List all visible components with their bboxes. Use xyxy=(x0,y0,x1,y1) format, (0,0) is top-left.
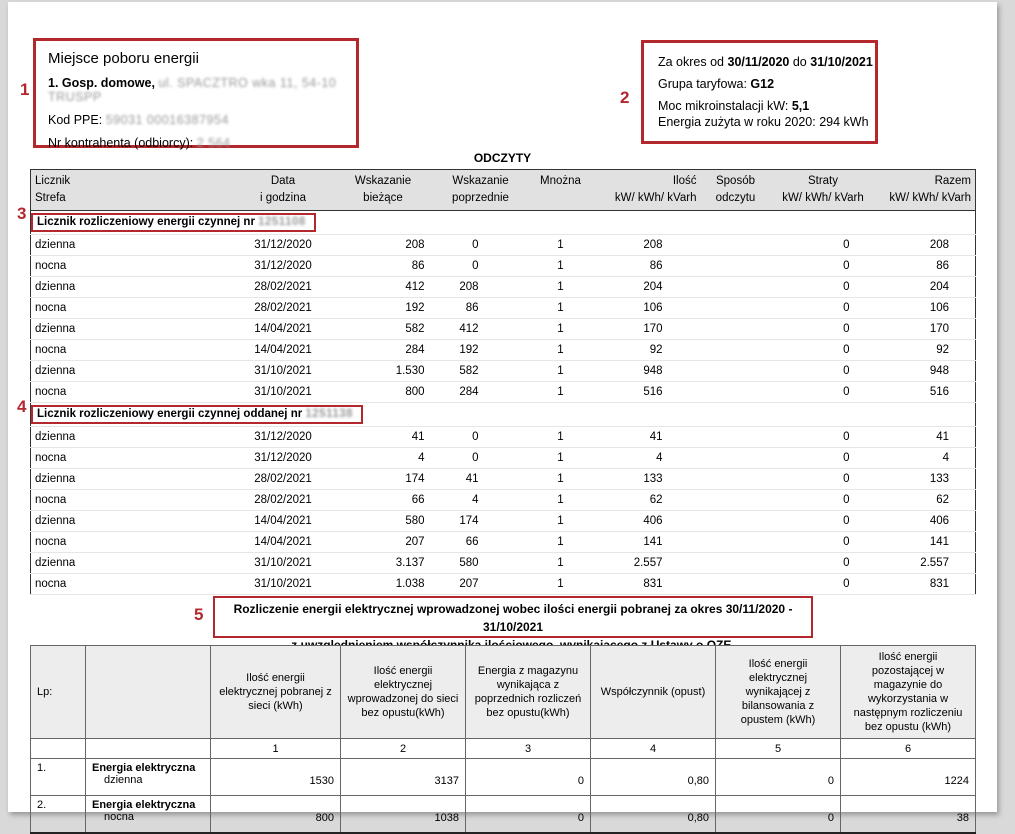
readings-header-cell xyxy=(336,170,431,211)
settlement-lp-cell: 2. xyxy=(31,796,86,833)
reading-cell: 31/10/2021 xyxy=(231,574,336,595)
settlement-number-cell: 3 xyxy=(466,739,591,759)
reading-cell xyxy=(701,490,771,511)
reading-cell: 41 xyxy=(876,427,976,448)
reading-cell: dzienna xyxy=(31,361,231,382)
meter-section-label-box xyxy=(31,213,316,232)
reading-cell: 28/02/2021 xyxy=(231,277,336,298)
settlement-lp-header: Lp: xyxy=(31,646,86,739)
bill-page xyxy=(8,2,997,824)
period-to: 31/10/2021 xyxy=(810,55,873,69)
reading-cell: 204 xyxy=(876,277,976,298)
reading-cell: 208 xyxy=(336,235,431,256)
reading-cell: 14/04/2021 xyxy=(231,532,336,553)
readings-title: ODCZYTY xyxy=(473,151,532,165)
reading-cell: 516 xyxy=(591,382,701,403)
reading-cell xyxy=(701,427,771,448)
readings-header-line1: Razem xyxy=(934,175,971,187)
settlement-number-cell xyxy=(86,739,211,759)
readings-table-head xyxy=(31,170,976,211)
settlement-lp-cell: 1. xyxy=(31,759,86,796)
reading-cell xyxy=(701,553,771,574)
reading-cell xyxy=(701,361,771,382)
settlement-number-cell: 6 xyxy=(841,739,976,759)
reading-cell: 0 xyxy=(771,340,876,361)
settlement-data-row xyxy=(31,759,976,796)
reading-cell: 1 xyxy=(531,256,591,277)
settlement-empty-header xyxy=(86,646,211,739)
settlement-name-cell xyxy=(86,759,211,796)
annotation-number-2: 2 xyxy=(620,88,630,107)
readings-header-line2: Strefa xyxy=(35,192,66,204)
readings-header-cell xyxy=(771,170,876,211)
reading-cell: 0 xyxy=(431,256,531,277)
reading-row xyxy=(31,319,976,340)
reading-cell: 4 xyxy=(876,448,976,469)
meter-section-label: Licznik rozliczeniowy energii czynnej oddanej nr xyxy=(37,408,306,420)
readings-header-cell xyxy=(701,170,771,211)
annotation-number-1: 1 xyxy=(20,80,30,99)
reading-cell: 0 xyxy=(431,448,531,469)
reading-cell: 1.038 xyxy=(336,574,431,595)
settlement-name-cell xyxy=(86,796,211,833)
readings-header-line1: Wskazanie xyxy=(354,175,412,187)
reading-cell: 1 xyxy=(531,427,591,448)
readings-header-line2 xyxy=(535,190,587,207)
tariff-label: Grupa taryfowa: xyxy=(658,77,747,91)
annotation-number-3: 3 xyxy=(17,204,27,223)
annotation-number-4: 4 xyxy=(17,397,27,416)
reading-cell: 174 xyxy=(431,511,531,532)
reading-cell: 0 xyxy=(431,427,531,448)
billing-tariff xyxy=(658,77,875,91)
settlement-title-box xyxy=(213,596,813,638)
billing-micro xyxy=(658,99,875,113)
reading-cell: 0 xyxy=(771,256,876,277)
reading-cell: 948 xyxy=(591,361,701,382)
reading-cell: 106 xyxy=(591,298,701,319)
reading-row xyxy=(31,574,976,595)
meter-section-row xyxy=(31,211,976,235)
reading-cell: 133 xyxy=(876,469,976,490)
readings-header-cell xyxy=(531,170,591,211)
reading-cell: 1 xyxy=(531,574,591,595)
reading-cell: 62 xyxy=(876,490,976,511)
readings-table-body xyxy=(31,211,976,595)
reading-cell: 0 xyxy=(771,382,876,403)
settlement-name: Energia elektryczna xyxy=(92,799,196,811)
reading-cell: 1 xyxy=(531,277,591,298)
reading-cell: 141 xyxy=(591,532,701,553)
readings-header-line2: bieżące xyxy=(363,192,403,204)
reading-cell: nocna xyxy=(31,490,231,511)
reading-cell: 1 xyxy=(531,235,591,256)
reading-cell: 31/12/2020 xyxy=(231,256,336,277)
reading-cell: 0 xyxy=(771,574,876,595)
supply-point-box xyxy=(33,38,359,148)
settlement-value-cell: 0,80 xyxy=(591,796,716,833)
reading-cell: 92 xyxy=(591,340,701,361)
reading-cell: 86 xyxy=(876,256,976,277)
reading-cell: 28/02/2021 xyxy=(231,298,336,319)
settlement-value-cell: 0 xyxy=(716,759,841,796)
reading-cell: 86 xyxy=(431,298,531,319)
reading-cell: nocna xyxy=(31,574,231,595)
reading-row xyxy=(31,382,976,403)
meter-section-row xyxy=(31,403,976,427)
reading-cell: 170 xyxy=(876,319,976,340)
reading-cell: dzienna xyxy=(31,319,231,340)
readings-header-line2: poprzednie xyxy=(452,192,509,204)
period-from: 30/11/2020 xyxy=(727,55,790,69)
readings-header-cell xyxy=(431,170,531,211)
reading-cell: 86 xyxy=(336,256,431,277)
settlement-number-cell: 4 xyxy=(591,739,716,759)
reading-cell: 1 xyxy=(531,319,591,340)
reading-cell: 2.557 xyxy=(591,553,701,574)
reading-cell: 208 xyxy=(431,277,531,298)
reading-cell: dzienna xyxy=(31,469,231,490)
period-prefix: Za okres od xyxy=(658,55,725,69)
reading-cell: 284 xyxy=(431,382,531,403)
settlement-value-cell: 3137 xyxy=(341,759,466,796)
readings-header-line1: Data xyxy=(270,175,296,187)
meter-section-cell xyxy=(31,403,976,427)
reading-cell: 284 xyxy=(336,340,431,361)
supply-point-household xyxy=(48,76,348,104)
reading-cell: 41 xyxy=(336,427,431,448)
reading-cell: 0 xyxy=(771,469,876,490)
reading-cell: 0 xyxy=(771,277,876,298)
reading-cell: 66 xyxy=(336,490,431,511)
reading-cell: 192 xyxy=(431,340,531,361)
readings-header-line1: Licznik xyxy=(35,175,71,187)
billing-energy-used: Energia zużyta w roku 2020: 294 kWh xyxy=(658,115,869,129)
reading-cell: 31/10/2021 xyxy=(231,382,336,403)
reading-row xyxy=(31,298,976,319)
reading-cell: 1 xyxy=(531,298,591,319)
settlement-col-header: Współczynnik (opust) xyxy=(591,646,716,739)
settlement-value-cell: 0 xyxy=(716,796,841,833)
readings-header-line1: Wskazanie xyxy=(452,175,509,187)
reading-cell: 1.530 xyxy=(336,361,431,382)
reading-cell: 174 xyxy=(336,469,431,490)
settlement-value-cell: 0 xyxy=(466,759,591,796)
reading-cell: 406 xyxy=(876,511,976,532)
reading-cell: 106 xyxy=(876,298,976,319)
micro-value: 5,1 xyxy=(791,99,810,113)
period-mid: do xyxy=(792,55,807,69)
settlement-col-header: Energia z magazynu wynikająca z poprzednich rozliczeń bez opustu(kWh) xyxy=(466,646,591,739)
reading-cell: 831 xyxy=(876,574,976,595)
settlement-col-header: Ilość energii pozostającej w magazynie do wykorzystania w następnym rozliczeniu bez opustu (kWh) xyxy=(841,646,976,739)
supply-point-title: Miejsce poboru energii xyxy=(48,50,199,67)
meter-number-redacted: 1251108 xyxy=(258,216,306,228)
reading-cell: 412 xyxy=(431,319,531,340)
settlement-value-cell: 0 xyxy=(466,796,591,833)
reading-cell: 1 xyxy=(531,511,591,532)
reading-cell: 0 xyxy=(431,235,531,256)
reading-row xyxy=(31,340,976,361)
reading-cell: 28/02/2021 xyxy=(231,490,336,511)
meter-section-label-box xyxy=(31,405,363,424)
settlement-number-cell: 5 xyxy=(716,739,841,759)
readings-table xyxy=(30,169,976,595)
settlement-value-cell: 1224 xyxy=(841,759,976,796)
micro-label: Moc mikroinstalacji kW: xyxy=(658,99,789,113)
reading-cell: 1 xyxy=(531,361,591,382)
reading-cell: 3.137 xyxy=(336,553,431,574)
settlement-number-cell: 2 xyxy=(341,739,466,759)
reading-cell: 41 xyxy=(591,427,701,448)
reading-cell: 207 xyxy=(431,574,531,595)
reading-cell: 831 xyxy=(591,574,701,595)
reading-cell: 0 xyxy=(771,490,876,511)
reading-cell: 170 xyxy=(591,319,701,340)
reading-cell: 0 xyxy=(771,235,876,256)
settlement-value-cell: 0,80 xyxy=(591,759,716,796)
reading-cell: 1 xyxy=(531,448,591,469)
reading-cell: 0 xyxy=(771,448,876,469)
settlement-name: Energia elektryczna xyxy=(92,762,196,774)
reading-cell: 1 xyxy=(531,469,591,490)
readings-header-cell xyxy=(231,170,336,211)
reading-cell: 4 xyxy=(591,448,701,469)
settlement-zone: nocna xyxy=(104,811,134,823)
reading-cell: 1 xyxy=(531,340,591,361)
reading-cell: 0 xyxy=(771,553,876,574)
settlement-value-cell: 38 xyxy=(841,796,976,833)
reading-cell: 141 xyxy=(876,532,976,553)
reading-cell: 1 xyxy=(531,382,591,403)
settlement-value-cell: 1530 xyxy=(211,759,341,796)
readings-header-line2: kW/ kWh/ kVarh xyxy=(889,192,971,204)
reading-row xyxy=(31,448,976,469)
reading-cell: 580 xyxy=(336,511,431,532)
readings-header-line1: Sposób xyxy=(715,175,755,187)
billing-info-box xyxy=(641,40,878,144)
reading-cell xyxy=(701,235,771,256)
reading-cell: 406 xyxy=(591,511,701,532)
reading-cell: nocna xyxy=(31,382,231,403)
reading-cell: 28/02/2021 xyxy=(231,469,336,490)
reading-cell: 2.557 xyxy=(876,553,976,574)
reading-cell: 208 xyxy=(591,235,701,256)
reading-cell: 92 xyxy=(876,340,976,361)
reading-cell xyxy=(701,448,771,469)
settlement-zone: dzienna xyxy=(104,774,143,786)
reading-row xyxy=(31,361,976,382)
kod-ppe-label: Kod PPE: xyxy=(48,113,103,127)
supply-point-ppe xyxy=(48,113,348,127)
reading-cell: 582 xyxy=(336,319,431,340)
settlement-value-cell: 800 xyxy=(211,796,341,833)
reading-cell: 41 xyxy=(431,469,531,490)
reading-row xyxy=(31,532,976,553)
reading-cell: nocna xyxy=(31,532,231,553)
reading-row xyxy=(31,235,976,256)
readings-header-row xyxy=(31,170,976,211)
reading-cell: 31/10/2021 xyxy=(231,553,336,574)
reading-cell: 0 xyxy=(771,319,876,340)
reading-cell: 412 xyxy=(336,277,431,298)
reading-cell xyxy=(701,469,771,490)
reading-cell: 4 xyxy=(431,490,531,511)
reading-row xyxy=(31,427,976,448)
reading-cell: dzienna xyxy=(31,553,231,574)
address-redacted: ul. SPACZTRO wka 11, 54-10 TRUSPP xyxy=(48,76,337,104)
settlement-value-cell: 1038 xyxy=(341,796,466,833)
reading-cell: 580 xyxy=(431,553,531,574)
reading-cell: dzienna xyxy=(31,511,231,532)
reading-row xyxy=(31,553,976,574)
reading-cell: 14/04/2021 xyxy=(231,319,336,340)
reading-cell: 31/12/2020 xyxy=(231,235,336,256)
reading-cell: 0 xyxy=(771,298,876,319)
reading-cell: 31/12/2020 xyxy=(231,448,336,469)
supply-point-kontrahent xyxy=(48,136,348,150)
readings-header-line1: Mnożna xyxy=(540,175,581,187)
reading-cell: 0 xyxy=(771,361,876,382)
billing-period xyxy=(658,55,875,69)
reading-cell xyxy=(701,319,771,340)
reading-cell: 0 xyxy=(771,532,876,553)
settlement-table-head xyxy=(31,646,976,739)
reading-cell xyxy=(701,574,771,595)
reading-cell: dzienna xyxy=(31,427,231,448)
reading-cell: 14/04/2021 xyxy=(231,340,336,361)
settlement-number-cell: 1 xyxy=(211,739,341,759)
meter-section-label: Licznik rozliczeniowy energii czynnej nr xyxy=(37,216,259,228)
reading-cell: 0 xyxy=(771,427,876,448)
reading-cell: 0 xyxy=(771,511,876,532)
household-label: 1. Gosp. domowe, xyxy=(48,76,155,90)
settlement-data-row xyxy=(31,796,976,833)
meter-section-cell xyxy=(31,211,976,235)
reading-cell: 4 xyxy=(336,448,431,469)
readings-header-cell xyxy=(591,170,701,211)
settlement-col-header: Ilość energii elektrycznej wprowadzonej do sieci bez opustu(kWh) xyxy=(341,646,466,739)
reading-cell: dzienna xyxy=(31,235,231,256)
reading-cell xyxy=(701,532,771,553)
reading-cell: 800 xyxy=(336,382,431,403)
reading-cell: 192 xyxy=(336,298,431,319)
settlement-header-row xyxy=(31,646,976,739)
reading-cell xyxy=(701,256,771,277)
reading-cell: 66 xyxy=(431,532,531,553)
reading-cell: 133 xyxy=(591,469,701,490)
reading-cell: 31/10/2021 xyxy=(231,361,336,382)
reading-cell xyxy=(701,277,771,298)
reading-cell: nocna xyxy=(31,340,231,361)
kontrahent-redacted: 2 564 xyxy=(196,136,231,150)
reading-row xyxy=(31,490,976,511)
reading-cell xyxy=(701,511,771,532)
readings-header-line2: i godzina xyxy=(259,192,307,204)
reading-cell xyxy=(701,298,771,319)
settlement-table xyxy=(30,645,976,834)
reading-cell: 31/12/2020 xyxy=(231,427,336,448)
reading-cell: nocna xyxy=(31,448,231,469)
reading-cell: 1 xyxy=(531,532,591,553)
reading-cell: 948 xyxy=(876,361,976,382)
settlement-col-header: Ilość energii elektrycznej pobranej z sieci (kWh) xyxy=(211,646,341,739)
reading-row xyxy=(31,256,976,277)
meter-number-redacted: 1251138 xyxy=(305,408,354,420)
readings-header-line1: Ilość xyxy=(672,175,697,187)
reading-row xyxy=(31,511,976,532)
reading-cell: 86 xyxy=(591,256,701,277)
kontrahent-label: Nr kontrahenta (odbiorcy): xyxy=(48,136,194,150)
settlement-number-cell xyxy=(31,739,86,759)
reading-cell: 204 xyxy=(591,277,701,298)
reading-row xyxy=(31,277,976,298)
settlement-title-line1: Rozliczenie energii elektrycznej wprowadzonej wobec ilości energii pobranej za okres 30/11/2020 - 31/10/2021 xyxy=(233,602,793,634)
reading-cell: 208 xyxy=(876,235,976,256)
reading-cell: 1 xyxy=(531,490,591,511)
tariff-value: G12 xyxy=(750,77,775,91)
reading-cell: 516 xyxy=(876,382,976,403)
reading-cell xyxy=(701,382,771,403)
readings-header-cell xyxy=(876,170,976,211)
settlement-number-row xyxy=(31,739,976,759)
readings-header-line2: odczytu xyxy=(715,192,756,204)
reading-cell: nocna xyxy=(31,298,231,319)
annotation-number-5: 5 xyxy=(194,605,204,624)
reading-row xyxy=(31,469,976,490)
reading-cell: 14/04/2021 xyxy=(231,511,336,532)
reading-cell: dzienna xyxy=(31,277,231,298)
settlement-table-body xyxy=(31,739,976,833)
readings-header-line2: kW/ kWh/ kVarh xyxy=(782,192,864,204)
reading-cell: 62 xyxy=(591,490,701,511)
readings-header-cell xyxy=(31,170,231,211)
reading-cell: nocna xyxy=(31,256,231,277)
settlement-col-header: Ilość energii elektrycznej wynikającej z bilansowania z opustem (kWh) xyxy=(716,646,841,739)
reading-cell: 1 xyxy=(531,553,591,574)
readings-header-line2: kW/ kWh/ kVarh xyxy=(614,192,697,204)
readings-header-line1: Straty xyxy=(807,175,839,187)
kod-ppe-redacted: 59031 00016387954 xyxy=(105,113,229,127)
reading-cell: 582 xyxy=(431,361,531,382)
reading-cell xyxy=(701,340,771,361)
reading-cell: 207 xyxy=(336,532,431,553)
